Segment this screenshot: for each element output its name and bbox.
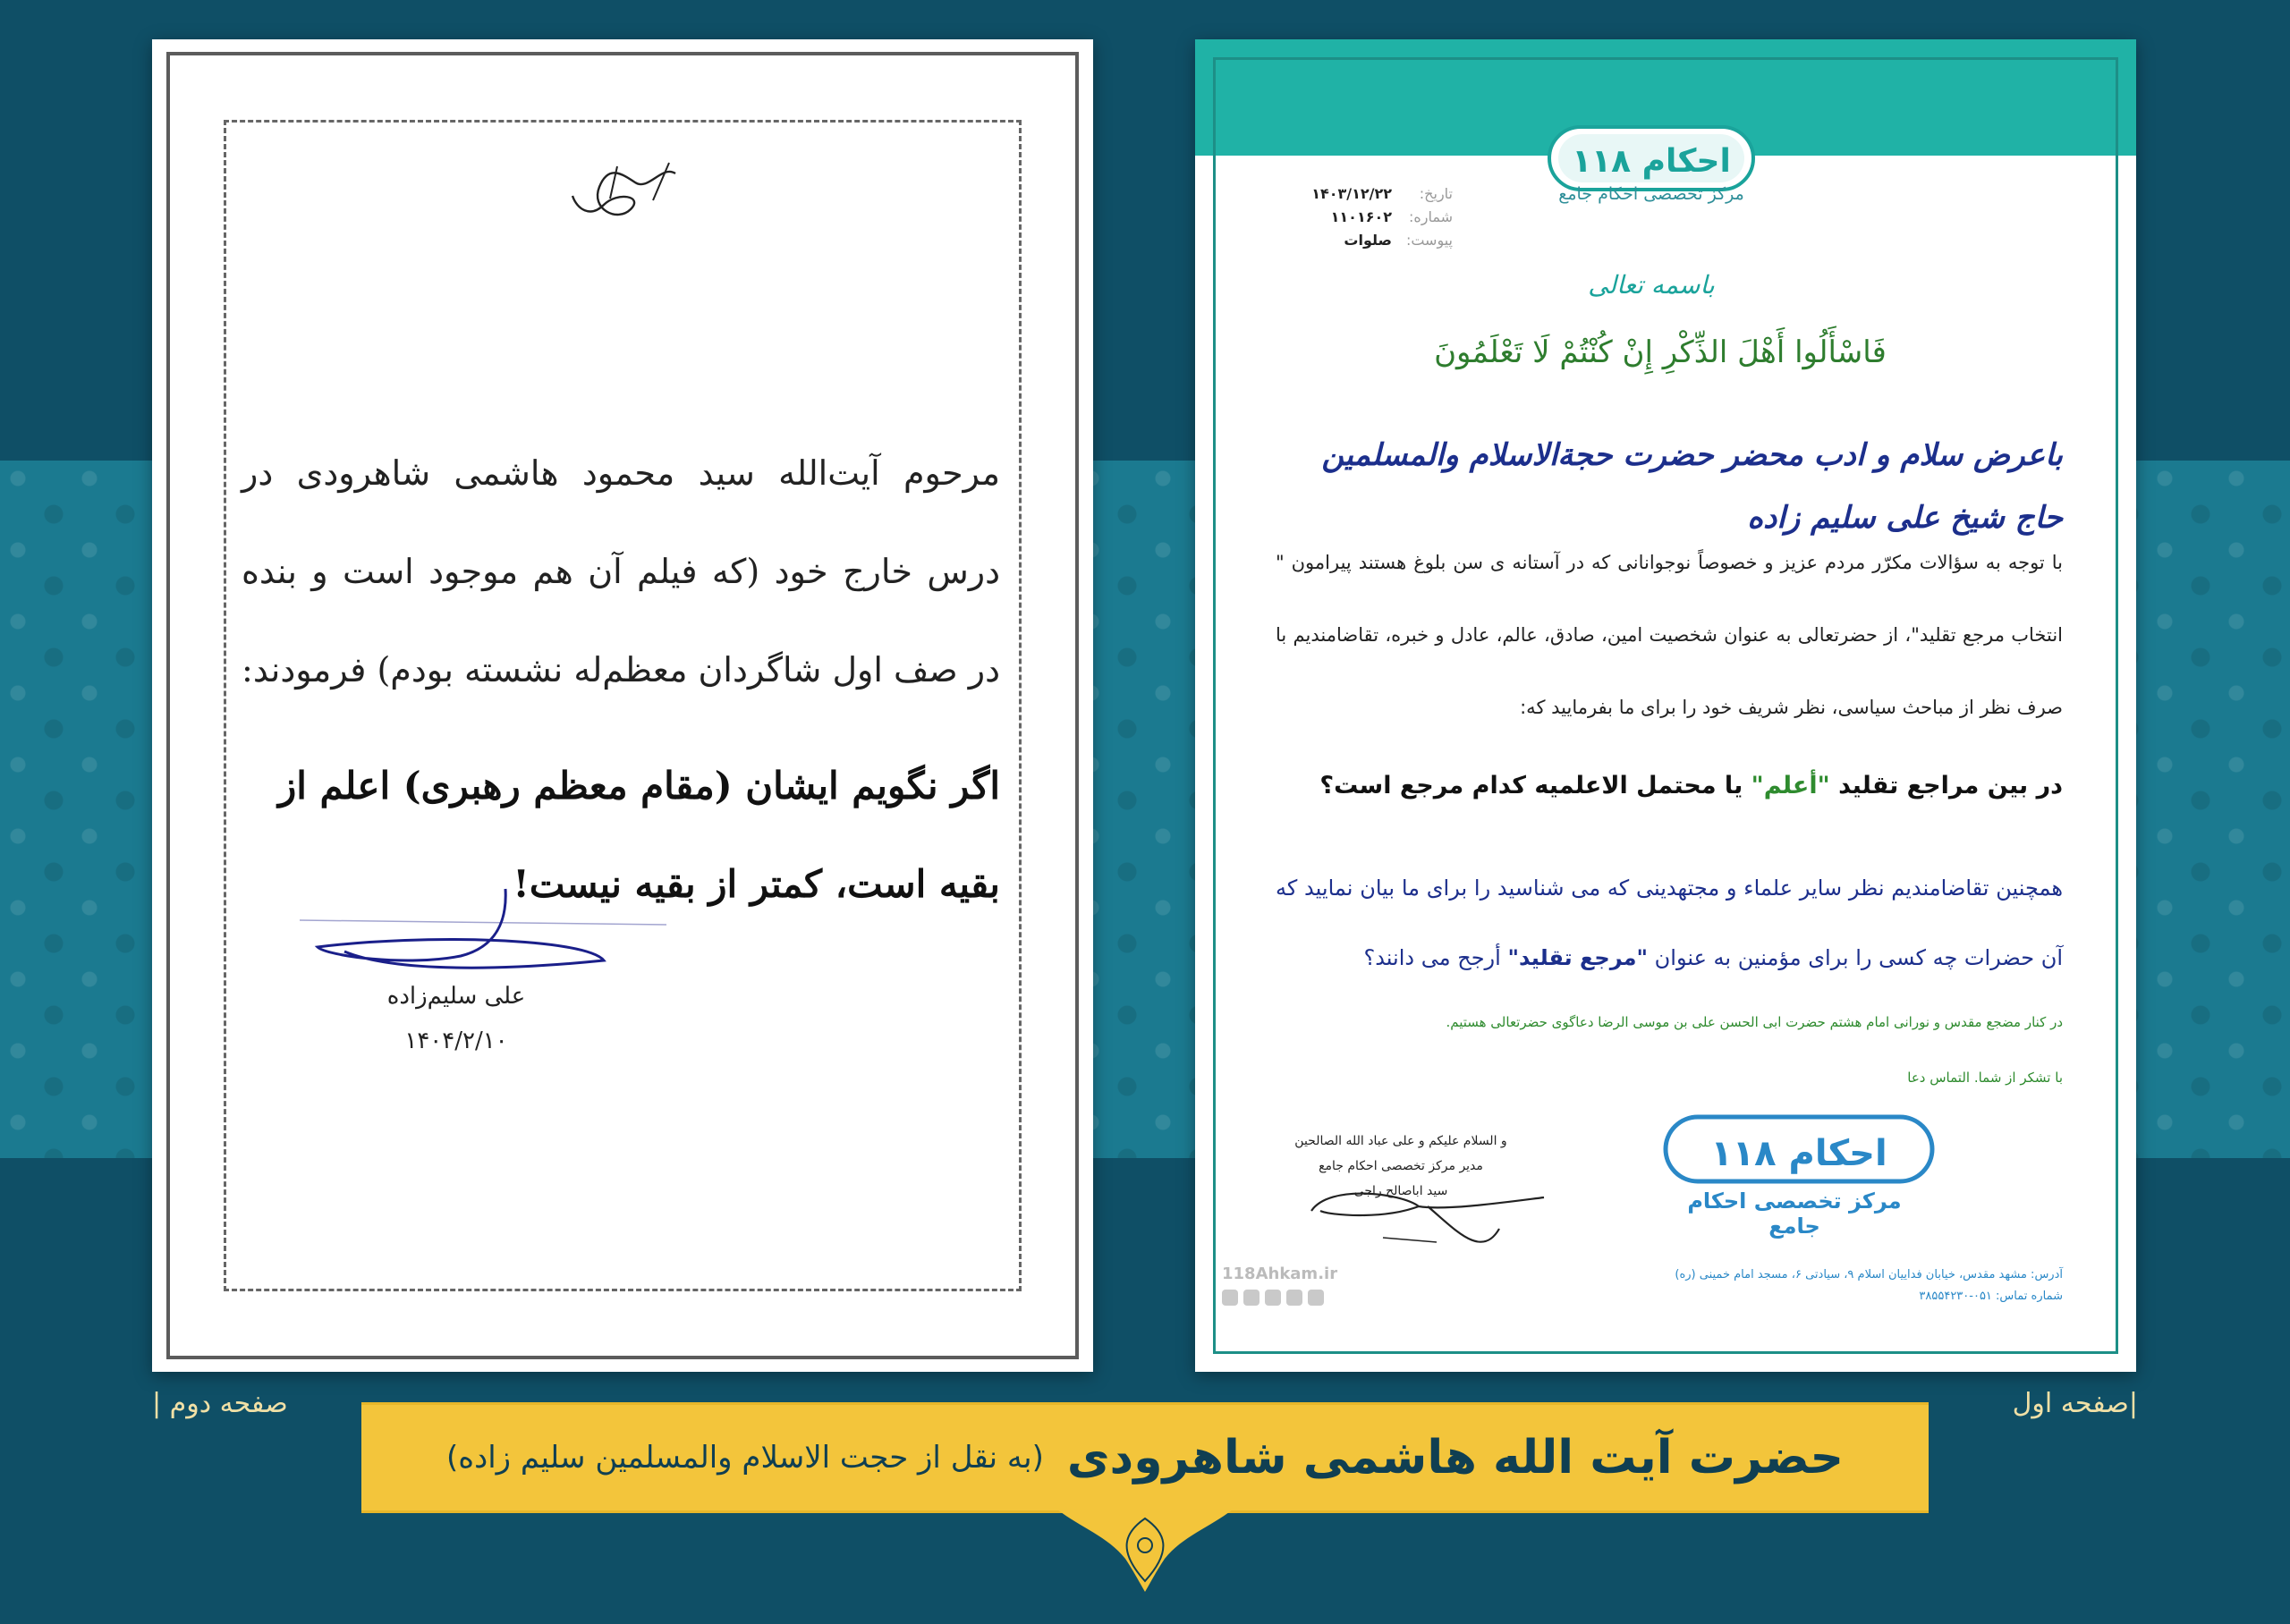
- signer-name: علی سلیم‌زاده: [386, 983, 526, 1010]
- letter-page-two: [152, 39, 1093, 1372]
- ornament-icon: [1057, 1510, 1233, 1592]
- letter-body: مرحوم آیت‌الله سید محمود هاشمی شاهرودی در درس خارج خود (که فیلم آن هم موجود است و بنده در صف اول شاگردان معظم‌له نشسته بودم) فرمودند:: [242, 453, 1000, 689]
- sender-line: و السلام علیکم و علی عباد الله الصالحین: [1294, 1134, 1507, 1148]
- also-end: أرجح می دانند؟: [1363, 945, 1501, 970]
- meta-attachment-label: پیوست:: [1405, 232, 1453, 249]
- banner-subtitle: (به نقل از حجت الاسلام والمسلمین سلیم زاده): [445, 1440, 1044, 1476]
- logo-bottom-subtitle: مرکز تخصصی احکام جامع: [1687, 1188, 1902, 1239]
- letter-meta: [1274, 182, 1453, 252]
- banner-text-row: [361, 1405, 1929, 1510]
- address-block: [1624, 1265, 2063, 1307]
- letter-quote: اگر نگویم ایشان (مقام معظم رهبری) اعلم از بقیه است، کمتر از بقیه نیست!: [277, 764, 1000, 906]
- letter-page-one: [1195, 39, 2136, 1372]
- address-line: آدرس: مشهد مقدس، خیابان فداییان اسلام ۹، سیادتی ۶، مسجد امام خمینی (ره): [1675, 1268, 2063, 1281]
- also-start: همچنین تقاضامندیم نظر سایر علماء و مجتهدینی که می شناسید را برای ما بیان نمایید که آن حضرات چه کسی را برای مؤمنین به عنوان: [1276, 875, 2063, 970]
- meta-number-row: [1274, 206, 1453, 229]
- social-icon[interactable]: [1265, 1290, 1281, 1306]
- social-icon[interactable]: [1243, 1290, 1260, 1306]
- letter-body-paragraph: با توجه به سؤالات مکرّر مردم عزیز و خصوصاً نوجوانانی که در آستانه ی سن بلوغ هستند پیرامون " انتخاب مرجع تقلید"، از حضرتعالی به عنوان شخصیت امین، صادق، عالم، عادل و خبره، تقاضامندیم با صرف نظر از مباحث سیاسی، نظر شریف خود را برای ما بفرمایید که:: [1276, 552, 2063, 718]
- question-end: یا محتمل الاعلمیه کدام مرجع است؟: [1319, 772, 1743, 799]
- website-link[interactable]: 118Ahkam.ir: [1222, 1265, 1338, 1283]
- also-paragraph: [1276, 853, 2063, 993]
- logo-text: ۱۱۸ احکام: [1572, 143, 1731, 180]
- signature-date: ۱۴۰۴/۲/۱۰: [404, 1028, 508, 1054]
- meta-attachment-value: صلوات: [1344, 232, 1392, 249]
- meta-date-value: ۱۴۰۳/۱۲/۲۲: [1311, 185, 1392, 202]
- page-one-label: |صفحه اول: [2012, 1388, 2138, 1419]
- meta-date-row: [1274, 182, 1453, 206]
- meta-number-value: ۱۱۰۱۶۰۲: [1330, 208, 1392, 225]
- bismillah-calligraphy-icon: [564, 156, 689, 236]
- signature-icon: [246, 884, 720, 983]
- signature-icon: [1293, 1175, 1553, 1273]
- social-icon[interactable]: [1308, 1290, 1324, 1306]
- quran-verse: فَاسْأَلُوا أَهْلَ الذِّکْرِ إِنْ کُنْتُمْ لَا تَعْلَمُونَ: [1434, 334, 1887, 370]
- greeting-line: باعرض سلام و ادب محضر حضرت حجة‌الاسلام والمسلمین حاج شیخ علی سلیم زاده: [1321, 437, 2063, 536]
- question-green-word: "أعلم": [1751, 772, 1830, 799]
- phone-line: شماره تماس: ۰۵۱-۳۸۵۵۴۲۳۰: [1919, 1290, 2063, 1303]
- social-icon[interactable]: [1286, 1290, 1302, 1306]
- closing-line-one: در کنار مضجع مقدس و نورانی امام هشتم حضرت ابی الحسن علی بن موسی الرضا دعاگوی حضرتعالی هستیم.: [1446, 1014, 2063, 1030]
- meta-date-label: تاریخ:: [1419, 185, 1453, 202]
- logo-subtitle: مرکز تخصصی احکام جامع: [1558, 184, 1744, 204]
- question-line: [1276, 759, 2063, 813]
- question-start: در بین مراجع تقلید: [1838, 772, 2063, 799]
- social-icons: [1222, 1290, 1324, 1306]
- logo-bottom-text: ۱۱۸ احکام: [1710, 1133, 1887, 1174]
- meta-attachment-row: [1274, 229, 1453, 252]
- sender-line: مدیر مرکز تخصصی احکام جامع: [1319, 1159, 1483, 1173]
- sender-line: سید اباصالح راجی: [1353, 1184, 1448, 1198]
- closing-line-two: با تشکر از شما. التماس دعا: [1907, 1070, 2063, 1086]
- banner-title: حضرت آیت الله هاشمی شاهرودی: [1066, 1431, 1845, 1484]
- page-two-label: صفحه دوم |: [152, 1388, 288, 1419]
- meta-number-label: شماره:: [1408, 208, 1453, 225]
- basmeh-heading: باسمه تعالی: [1588, 270, 1715, 300]
- social-icon[interactable]: [1222, 1290, 1238, 1306]
- also-bold: "مرجع تقلید": [1507, 945, 1649, 970]
- title-banner: [361, 1402, 1929, 1513]
